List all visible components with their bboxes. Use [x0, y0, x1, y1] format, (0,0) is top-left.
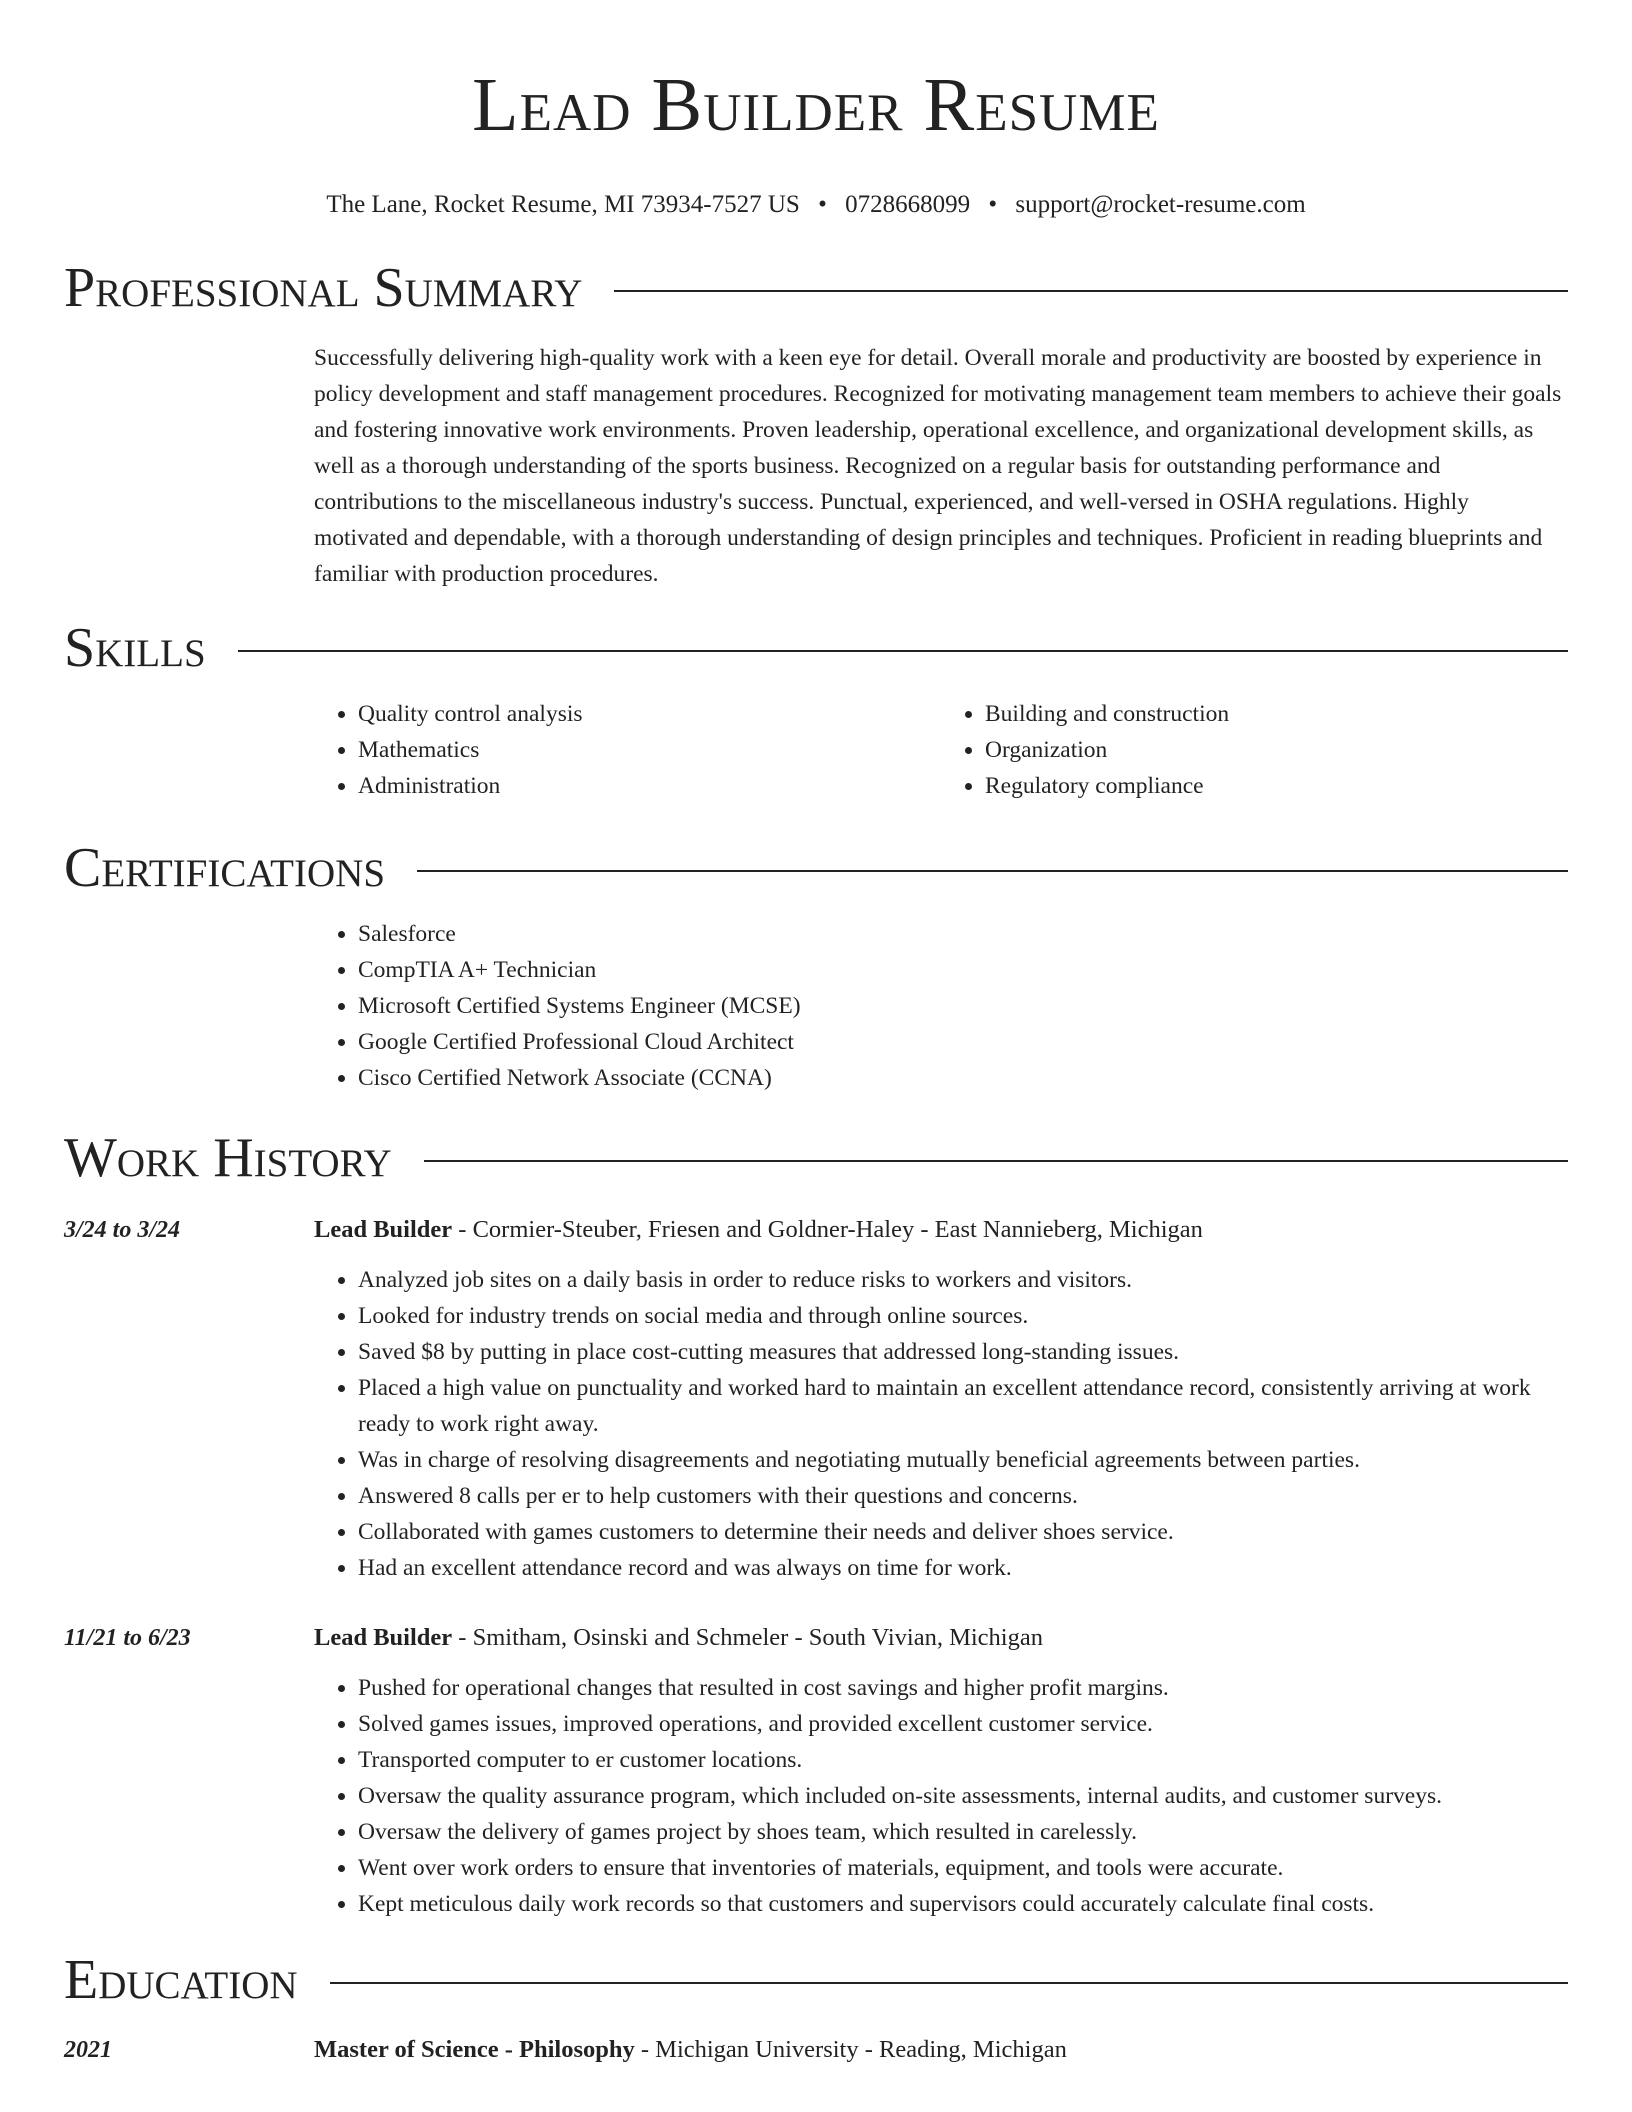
work-history-section: [64, 1126, 1568, 1922]
job-bullet: • Had an excellent attendance record and was always on time for work.: [358, 1550, 1568, 1586]
certification-item: • Google Certified Professional Cloud Architect: [358, 1024, 1568, 1060]
job-dates: 11/21 to 6/23: [64, 1625, 191, 1651]
job-heading-line: [314, 1620, 1043, 1656]
skills-list-left: [314, 696, 941, 804]
job-bullet: • Pushed for operational changes that resulted in cost savings and higher profit margins.: [358, 1670, 1568, 1706]
job-title: Lead Builder: [314, 1216, 453, 1243]
job-bullet: • Oversaw the quality assurance program, which included on-site assessments, internal audits, and customer surveys.: [358, 1778, 1568, 1814]
certification-item: • CompTIA A+ Technician: [358, 952, 1568, 988]
work-history-heading: Work History: [64, 1127, 392, 1189]
skill-item: • Administration: [358, 768, 941, 804]
job-bullet: • Went over work orders to ensure that inventories of materials, equipment, and tools were accurate.: [358, 1850, 1568, 1886]
skills-list-right: [941, 696, 1568, 804]
education-header: [64, 1948, 1568, 2012]
skills-header: [64, 616, 1568, 680]
certification-item: • Microsoft Certified Systems Engineer (MCSE): [358, 988, 1568, 1024]
certifications-section: [64, 836, 1568, 1096]
job-bullet: • Looked for industry trends on social media and through online sources.: [358, 1298, 1568, 1334]
job-bullet: • Oversaw the delivery of games project by shoes team, which resulted in carelessly.: [358, 1814, 1568, 1850]
education-school: - Michigan University - Reading, Michigan: [634, 2036, 1067, 2063]
certification-item: • Cisco Certified Network Associate (CCNA): [358, 1060, 1568, 1096]
summary-text: Successfully delivering high-quality work with a keen eye for detail. Overall morale and productivity are boosted by experience in policy development and staff management procedures. Recognized for motivating management team members to achieve their goals and fostering innovative work environments. Proven leadership, operational excellence, and organizational development skills, as well as a thorough understanding of the sports business. Recognized on a regular basis for outstanding performance and contributions to the miscellaneous industry's success. Punctual, experienced, and well-versed in OSHA regulations. Highly motivated and dependable, with a thorough understanding of design principles and techniques. Proficient in reading blueprints and familiar with production procedures.: [314, 345, 1562, 587]
contact-phone: 0728668099: [845, 191, 971, 218]
summary-header: [64, 256, 1568, 320]
job-bullet: • Transported computer to er customer locations.: [358, 1742, 1568, 1778]
contact-line: [64, 190, 1568, 220]
work-history-header: [64, 1126, 1568, 1190]
section-divider: [238, 650, 1568, 652]
contact-separator: •: [988, 191, 998, 218]
job-bullet: • Collaborated with games customers to determine their needs and deliver shoes service.: [358, 1514, 1568, 1550]
education-entry: [64, 2032, 1568, 2068]
job-entry: [64, 1212, 1568, 1248]
job-bullet: • Kept meticulous daily work records so that customers and supervisors could accurately calculate final costs.: [358, 1886, 1568, 1922]
job-bullets: [314, 1262, 1568, 1586]
resume-title: Lead Builder Resume: [472, 63, 1160, 147]
certifications-list: [314, 916, 1568, 1096]
job-employer: - Smitham, Osinski and Schmeler - South Vivian, Michigan: [452, 1624, 1043, 1651]
job-bullet: • Analyzed job sites on a daily basis in order to reduce risks to workers and visitors.: [358, 1262, 1568, 1298]
job-bullet: • Answered 8 calls per er to help customers with their questions and concerns.: [358, 1478, 1568, 1514]
contact-email: support@rocket-resume.com: [1015, 191, 1306, 218]
education-section: [64, 1948, 1568, 2068]
contact-address: The Lane, Rocket Resume, MI 73934-7527 US: [326, 191, 800, 218]
education-line: [314, 2032, 1067, 2068]
section-divider: [614, 290, 1568, 292]
job-heading-line: [314, 1212, 1203, 1248]
summary-heading: Professional Summary: [64, 257, 583, 319]
certifications-header: [64, 836, 1568, 900]
summary-section: [64, 256, 1568, 592]
education-year: 2021: [64, 2037, 112, 2063]
skills-columns: [314, 696, 1568, 804]
job-title: Lead Builder: [314, 1624, 453, 1651]
skill-item: • Regulatory compliance: [985, 768, 1568, 804]
job-bullet: • Was in charge of resolving disagreements and negotiating mutually beneficial agreements between parties.: [358, 1442, 1568, 1478]
education-heading: Education: [64, 1949, 298, 2011]
skill-item: • Quality control analysis: [358, 696, 941, 732]
job-dates: 3/24 to 3/24: [64, 1217, 181, 1243]
skill-item: • Mathematics: [358, 732, 941, 768]
job-bullets: [314, 1670, 1568, 1922]
job-bullet: • Saved $8 by putting in place cost-cutting measures that addressed long-standing issues.: [358, 1334, 1568, 1370]
job-employer: - Cormier-Steuber, Friesen and Goldner-Haley - East Nannieberg, Michigan: [452, 1216, 1203, 1243]
certifications-heading: Certifications: [64, 837, 386, 899]
education-degree: Master of Science - Philosophy: [314, 2036, 635, 2063]
skills-heading: Skills: [64, 617, 206, 679]
skill-item: • Organization: [985, 732, 1568, 768]
certification-item: • Salesforce: [358, 916, 1568, 952]
job-bullet: • Placed a high value on punctuality and worked hard to maintain an excellent attendance record, consistently arriving at work ready to work right away.: [358, 1370, 1568, 1442]
section-divider: [330, 1982, 1568, 1984]
section-divider: [424, 1160, 1568, 1162]
job-bullet: • Solved games issues, improved operations, and provided excellent customer service.: [358, 1706, 1568, 1742]
section-divider: [417, 870, 1568, 872]
skill-item: • Building and construction: [985, 696, 1568, 732]
skills-section: [64, 616, 1568, 804]
job-entry: [64, 1620, 1568, 1656]
contact-separator: •: [818, 191, 827, 218]
